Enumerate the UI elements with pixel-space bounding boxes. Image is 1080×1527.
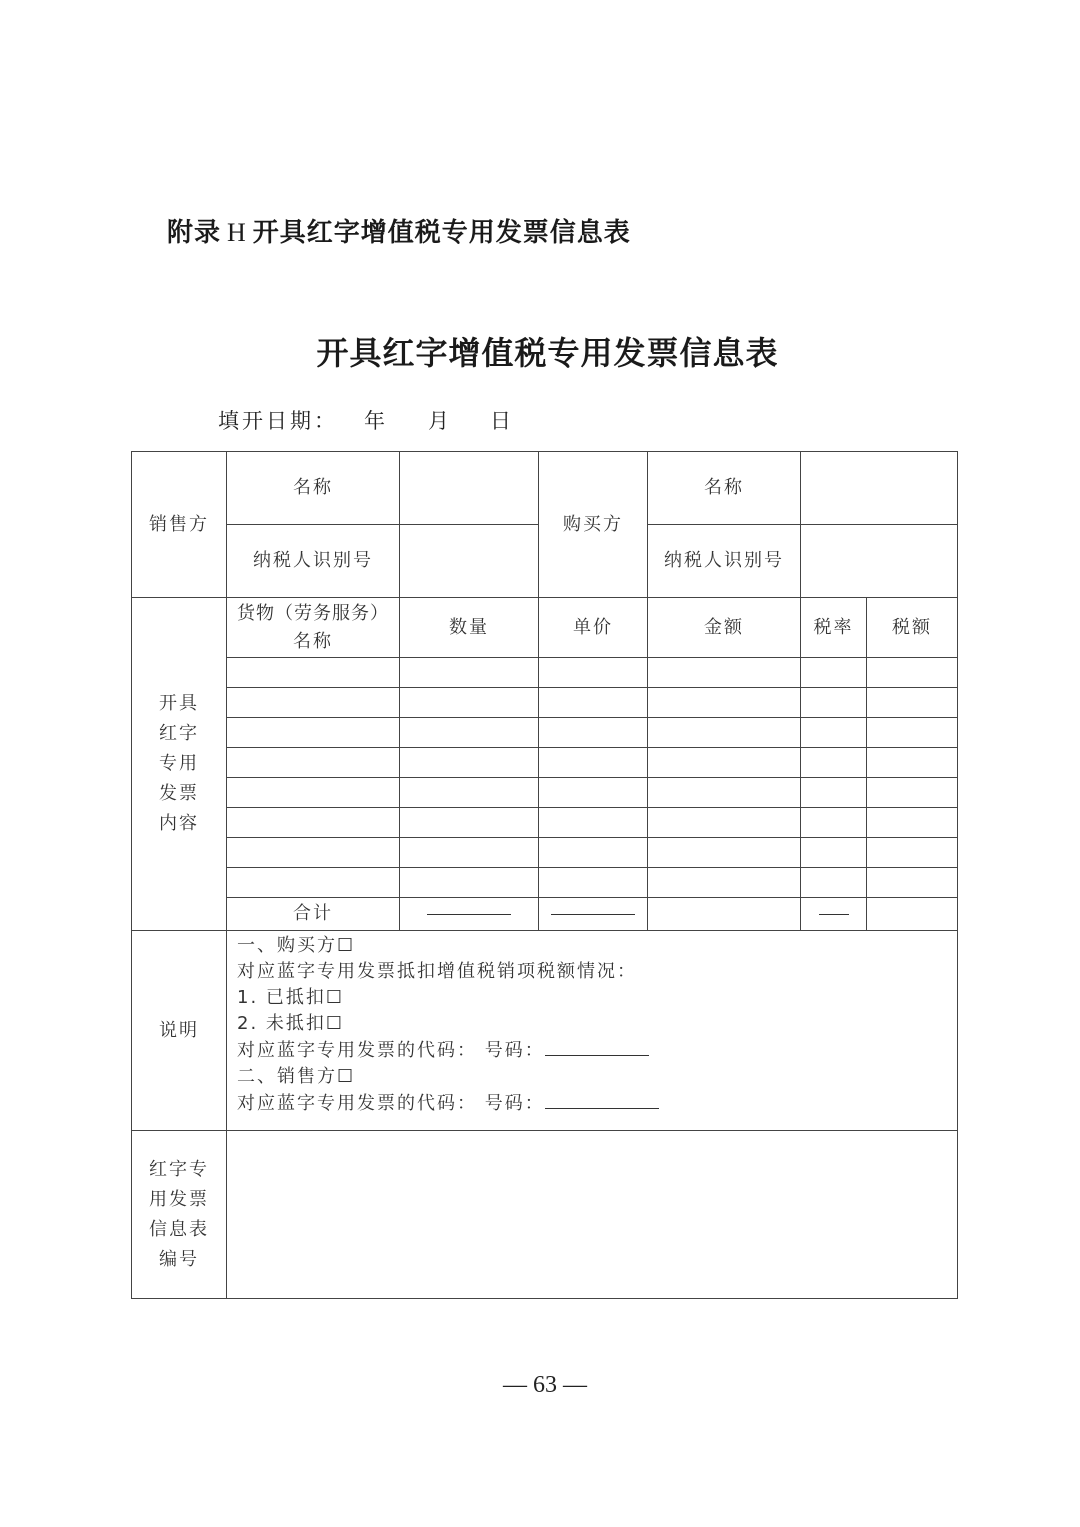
total-label: 合计 [227,898,400,931]
total-quantity-dash [400,898,539,931]
page-number: — 63 — [503,1372,587,1398]
table-row [132,658,958,688]
code-blank-2[interactable] [545,1090,659,1109]
buyer-name-value[interactable] [801,452,958,525]
appendix-heading [167,212,631,249]
code-blank-1[interactable] [545,1037,649,1056]
form-title: 开具红字增值税专用发票信息表 [316,334,779,372]
table-row [132,808,958,838]
seller-name-value[interactable] [400,452,539,525]
seller-tax-id-label: 纳税人识别号 [227,525,400,598]
seller-tax-id-value[interactable] [400,525,539,598]
table-row [132,688,958,718]
notes-label: 说明 [132,931,227,1131]
table-row [132,748,958,778]
table-row [132,838,958,868]
seller-label: 销售方 [132,452,227,598]
notes-content [227,931,958,1131]
goods-name-header: 货物（劳务服务） 名称 [227,598,400,658]
date-month-label: 月 [428,409,452,433]
total-tax-rate-dash [801,898,867,931]
appendix-prefix: 附录 [167,218,222,248]
invoice-content-label: 开具 红字 专用 发票 内容 [132,598,227,931]
buyer-tax-id-value[interactable] [801,525,958,598]
note-seller-line[interactable]: 二、销售方☐ [237,1066,356,1087]
unit-price-header: 单价 [539,598,648,658]
quantity-header: 数量 [400,598,539,658]
table-row [132,778,958,808]
note-code-line-1: 对应蓝字专用发票的代码： 号码： [237,1037,957,1064]
buyer-tax-id-label: 纳税人识别号 [648,525,801,598]
tax-amount-header: 税额 [867,598,958,658]
total-amount-value[interactable] [648,898,801,931]
table-row [132,868,958,898]
note-deducted-option[interactable]: 1. 已抵扣☐ [237,987,345,1008]
form-number-value[interactable] [227,1131,958,1299]
date-year-label: 年 [364,409,388,433]
appendix-title: 开具红字增值税专用发票信息表 [252,218,631,248]
fill-date-line [218,405,514,435]
tax-rate-header: 税率 [801,598,867,658]
seller-name-label: 名称 [227,452,400,525]
amount-header: 金额 [648,598,801,658]
red-invoice-info-table [131,451,958,1299]
total-unit-price-dash [539,898,648,931]
total-row [132,898,958,931]
table-row [132,718,958,748]
note-not-deducted-option[interactable]: 2. 未抵扣☐ [237,1013,345,1034]
buyer-label: 购买方 [539,452,648,598]
note-code-line-2: 对应蓝字专用发票的代码： 号码： [237,1090,957,1117]
form-number-label: 红字专 用发票 信息表 编号 [132,1131,227,1299]
date-day-label: 日 [490,409,514,433]
total-tax-amount-value[interactable] [867,898,958,931]
note-deduction-line: 对应蓝字专用发票抵扣增值税销项税额情况： [237,961,637,982]
fill-date-label: 填开日期： [218,409,338,433]
appendix-letter: H [227,218,247,247]
buyer-name-label: 名称 [648,452,801,525]
note-buyer-line[interactable]: 一、购买方☐ [237,935,356,956]
